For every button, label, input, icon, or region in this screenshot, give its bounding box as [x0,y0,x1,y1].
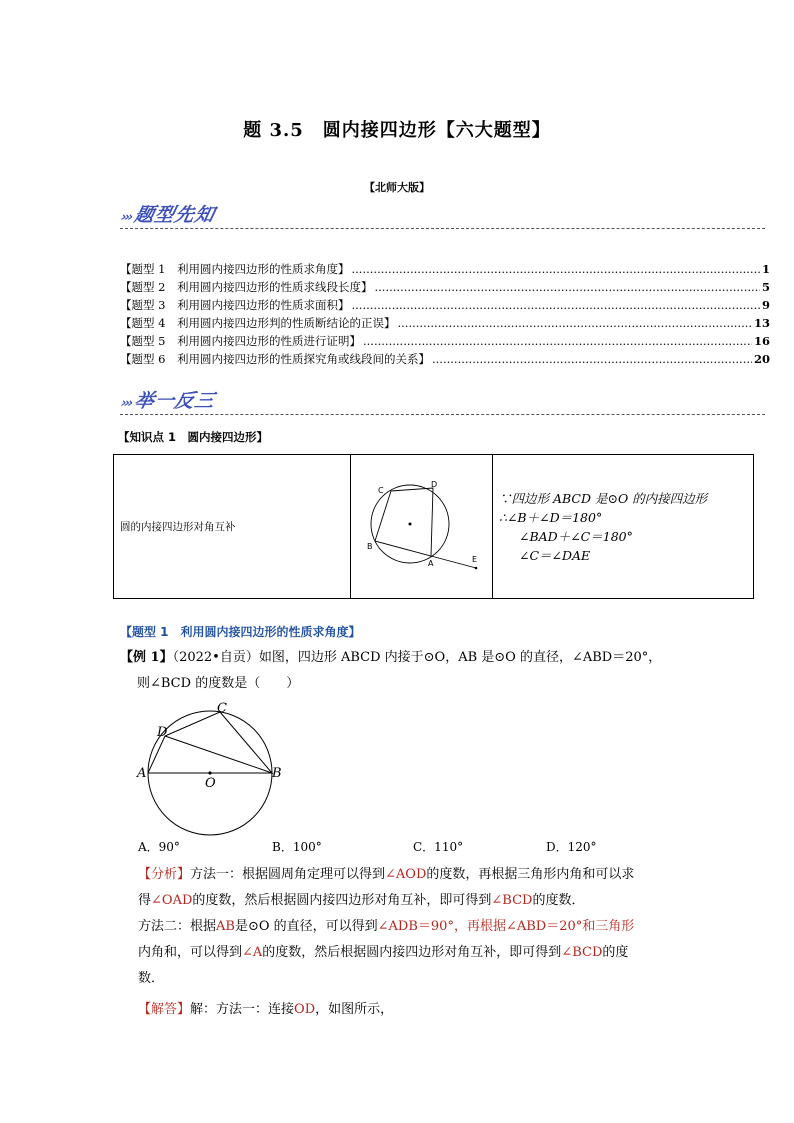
formula-line: ∵四边形 ABCD 是⊙O 的内接四边形 [499,490,708,506]
section-heading: 【题型 1 利用圆内接四边形的性质求角度】 [120,625,361,639]
banner-arrows-icon: ››› [119,210,133,225]
knowledge-description-cell [114,455,351,599]
answer-choices [0,838,794,858]
toc-item-page: 9 [761,298,770,312]
point-label: B [272,766,282,781]
knowledge-table [113,454,754,599]
choice-a[interactable]: A．90° [138,840,180,854]
toc-item[interactable] [120,332,770,350]
formula-line: ∠C＝∠DAE [519,547,591,563]
analysis-line: 得∠OAD的度数，然后根据圆内接四边形对角互补，即可得到∠BCD的度数． [138,893,585,908]
point-label: B [367,542,373,551]
toc-item-label: 【题型 4 利用圆内接四边形判的性质断结论的正误】 [120,316,396,330]
analysis-line: 【分析】方法一：根据圆周角定理可以得到∠AOD的度数，再根据三角形内角和可以求 [138,867,635,882]
toc-item-label: 【题型 5 利用圆内接四边形的性质进行证明】 [120,334,361,348]
choice-d[interactable]: D．120° [546,840,597,854]
knowledge-formulas [493,489,753,565]
knowledge-figure-cell [351,455,493,599]
analysis-line: 数． [138,971,165,986]
solution-label: 【解答】 [138,1002,191,1017]
analysis-block [138,862,683,992]
point-label: C [378,486,384,495]
solution-block: 【解答】解：方法一：连接OD，如图所示， [138,1002,394,1017]
analysis-label: 【分析】 [138,867,191,882]
example-label: 【例 1】 [120,650,173,665]
point-label: A [137,766,147,781]
knowledge-formula-cell [493,455,754,599]
choice-c[interactable]: C．110° [413,840,464,854]
page-title: 题 3.5 圆内接四边形【六大题型】 [243,120,551,141]
formula-line: ∠BAD＋∠C＝180° [519,528,633,544]
knowledge-point-heading: 【知识点 1 圆内接四边形】 [118,430,269,444]
point-label: E [472,555,478,564]
toc-item[interactable] [120,350,770,368]
point-label: A [428,559,434,568]
banner-practice [119,386,218,413]
toc-item-label: 【题型 3 利用圆内接四边形的性质求面积】 [120,298,350,312]
banner-text: 题型先知 [132,204,218,226]
point-label: C [217,701,227,716]
banner-text: 举一反三 [132,390,218,412]
toc-item-page: 1 [761,262,770,276]
example-question [120,645,680,697]
inscribed-quadrilateral-figure [351,455,492,594]
knowledge-description: 圆的内接四边形对角互补 [120,521,236,533]
toc-item-page: 20 [753,352,770,366]
toc-item[interactable] [120,296,770,314]
toc-item[interactable] [120,260,770,278]
analysis-line: 方法二：根据AB是⊙O 的直径，可以得到∠ADB＝90°，再根据∠ABD＝20°和三角形 [138,919,635,934]
point-label: D [157,725,168,740]
toc-item-page: 13 [753,316,770,330]
formula-line: ∴∠B＋∠D＝180° [499,509,603,525]
point-label: O [205,776,216,791]
divider [120,228,765,229]
toc-item[interactable] [120,314,770,332]
example-text: （2022•自贡）如图，四边形 ABCD 内接于⊙O，AB 是⊙O 的直径，∠ABD＝20°， [172,650,662,665]
edition-label: 【北师大版】 [364,181,430,194]
divider [120,414,765,415]
toc-item-label: 【题型 1 利用圆内接四边形的性质求角度】 [120,262,350,276]
example-circle-figure [130,696,295,836]
choice-b[interactable]: B．100° [272,840,322,854]
toc-item-page: 5 [761,280,770,294]
toc-item[interactable] [120,278,770,296]
point-label: D [431,480,438,489]
toc-item-label: 【题型 6 利用圆内接四边形的性质探究角或线段间的关系】 [120,352,430,366]
analysis-line: 内角和，可以得到∠A的度数，然后根据圆内接四边形对角互补，即可得到∠BCD的度 [138,945,629,960]
banner-arrows-icon: ››› [119,396,133,411]
example-text: 则∠BCD 的度数是（ ） [137,676,300,691]
table-of-contents [120,260,770,368]
toc-item-page: 16 [753,334,770,348]
example-line [120,645,680,671]
toc-item-label: 【题型 2 利用圆内接四边形的性质求线段长度】 [120,280,373,294]
banner-question-types [119,200,218,227]
